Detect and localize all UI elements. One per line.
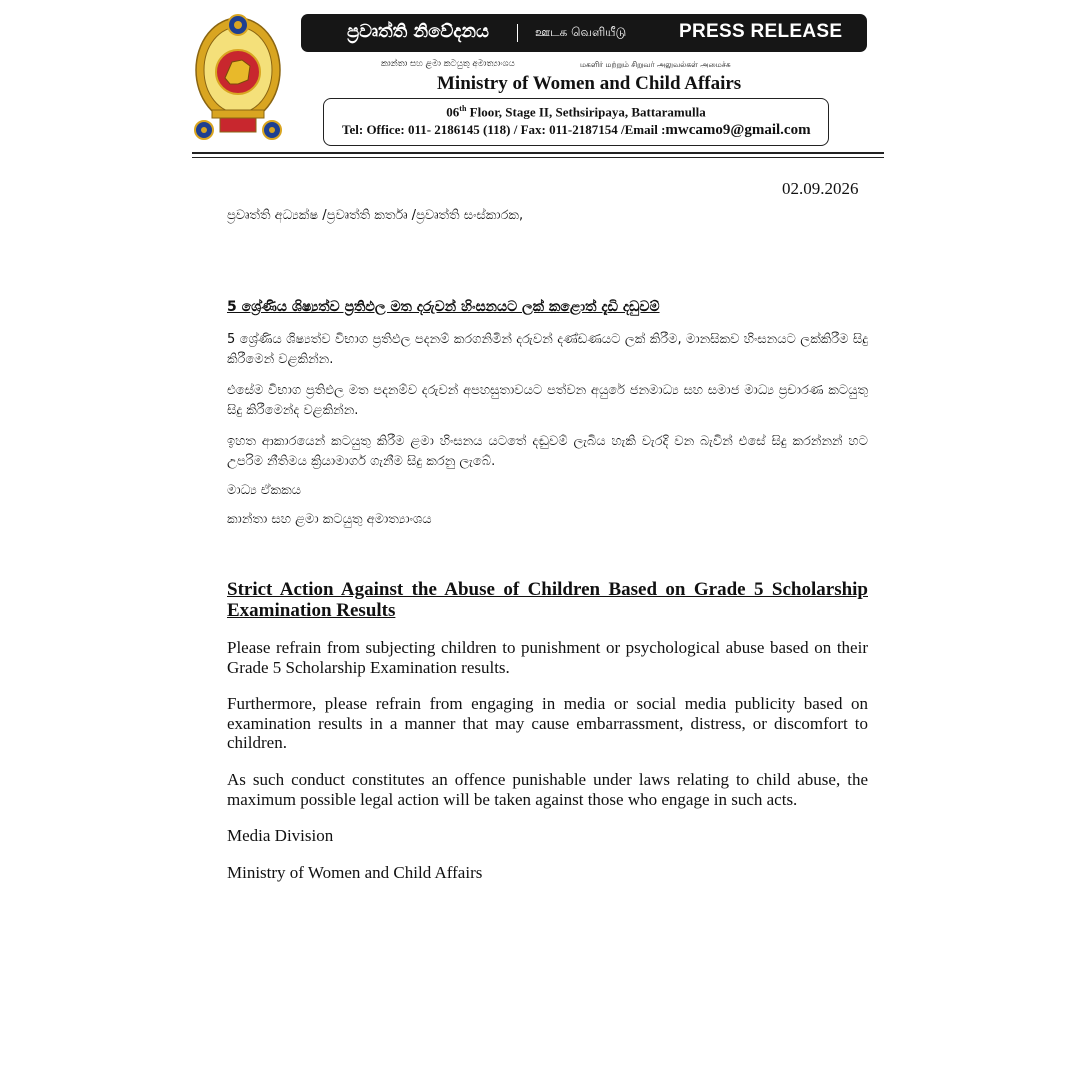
sinhala-signature-ministry: කාන්තා සහ ළමා කටයුතු අමාත්‍යාංශය [227, 512, 432, 527]
header-divider-thick [192, 152, 884, 154]
sinhala-heading: 5 ශ්‍රේණිය ශිෂ්‍යත්ව ප්‍රතිඵල මත දරුවන් හිංසනයට ලක් කළොත් දැඩි දඩුවම් [227, 299, 660, 315]
banner-divider [517, 24, 518, 42]
ministry-name-sinhala: කාන්තා සහ ළමා කටයුතු අමාත්‍යාංශය [381, 59, 515, 69]
sri-lanka-emblem-icon [192, 10, 284, 142]
english-signature-division: Media Division [227, 826, 334, 845]
english-signature-ministry: Ministry of Women and Child Affairs [227, 863, 483, 882]
ministry-name-english: Ministry of Women and Child Affairs [437, 73, 742, 94]
press-release-banner [301, 14, 867, 52]
email-address: mwcamo9@gmail.com [665, 122, 811, 138]
banner-title-tamil: ஊடக வெளியீடு [535, 25, 627, 39]
release-date: 02.09.2026 [782, 179, 859, 198]
sinhala-paragraph-2: එසේම විභාග ප්‍රතිඵල මත පදනම්ව දරුවන් අපහසුතාවයට පත්වන අයුරේ ජනමාධ්‍ය සහ සමාජ මාධ්‍ය ප්‍රචාරණ කටයුතු සිදු කිරීමෙන්ද වළකින්න. [227, 383, 868, 418]
addressee-line: ප්‍රවෘත්ති අධ්‍යක්ෂ /ප්‍රවෘත්ති කර්තෘ /ප්‍රවෘත්ති සංස්කාරක, [227, 208, 524, 223]
contact-line: Tel: Office: 011- 2186145 (118) / Fax: 011-2187154 /Email :mwcamo9@gmail.com [342, 122, 811, 138]
ministry-name-tamil: மகளிர் மற்றும் சிறுவர் அலுவல்கள் அமைச்சு [580, 60, 731, 69]
english-heading: Strict Action Against the Abuse of Children Based on Grade 5 Scholarship Examination Results [227, 579, 868, 621]
sinhala-paragraph-3: ඉහත ආකාරයෙන් කටයුතු කිරීම ළමා හිංසනය යටතේ දඬුවම් ලැබිය හැකි වැරදි වන බැවින් එසේ සිදු කරන්නන් හට උපරිම නීතිමය ක්‍රියාමාර්ග ගැනීම සිදු කරනු ලැබේ. [227, 434, 868, 469]
english-paragraph-3: As such conduct constitutes an offence punishable under laws relating to child abuse, the maximum possible legal action will be taken against those who engage in such acts. [227, 770, 868, 809]
banner-title-sinhala: ප්‍රවෘත්ති නිවේදනය [347, 21, 489, 42]
english-paragraph-2: Furthermore, please refrain from engaging in media or social media publicity based on examination results in a manner that may cause embarrassment, distress, or discomfort to children. [227, 694, 868, 752]
banner-title-english: PRESS RELEASE [679, 21, 843, 42]
header-divider-thin [192, 157, 884, 158]
sinhala-paragraph-1: 5 ශ්‍රේණිය ශිෂ්‍යත්ව විභාග ප්‍රතිඵල පදනම් කරගනිමින් දරුවන් දණ්ඩණයට ලක් කිරීම, මානසිකව හිංසනයට ලක්කිරීම සිදු කිරීමෙන් වළකින්න. [227, 332, 868, 367]
english-paragraph-1: Please refrain from subjecting children to punishment or psychological abuse based on their Grade 5 Scholarship Examination results. [227, 638, 868, 677]
sinhala-signature-division: මාධ්‍ය ඒකකය [227, 483, 302, 498]
address-box [323, 98, 829, 146]
address-line: 06th Floor, Stage II, Sethsiripaya, Battaramulla [446, 104, 706, 120]
